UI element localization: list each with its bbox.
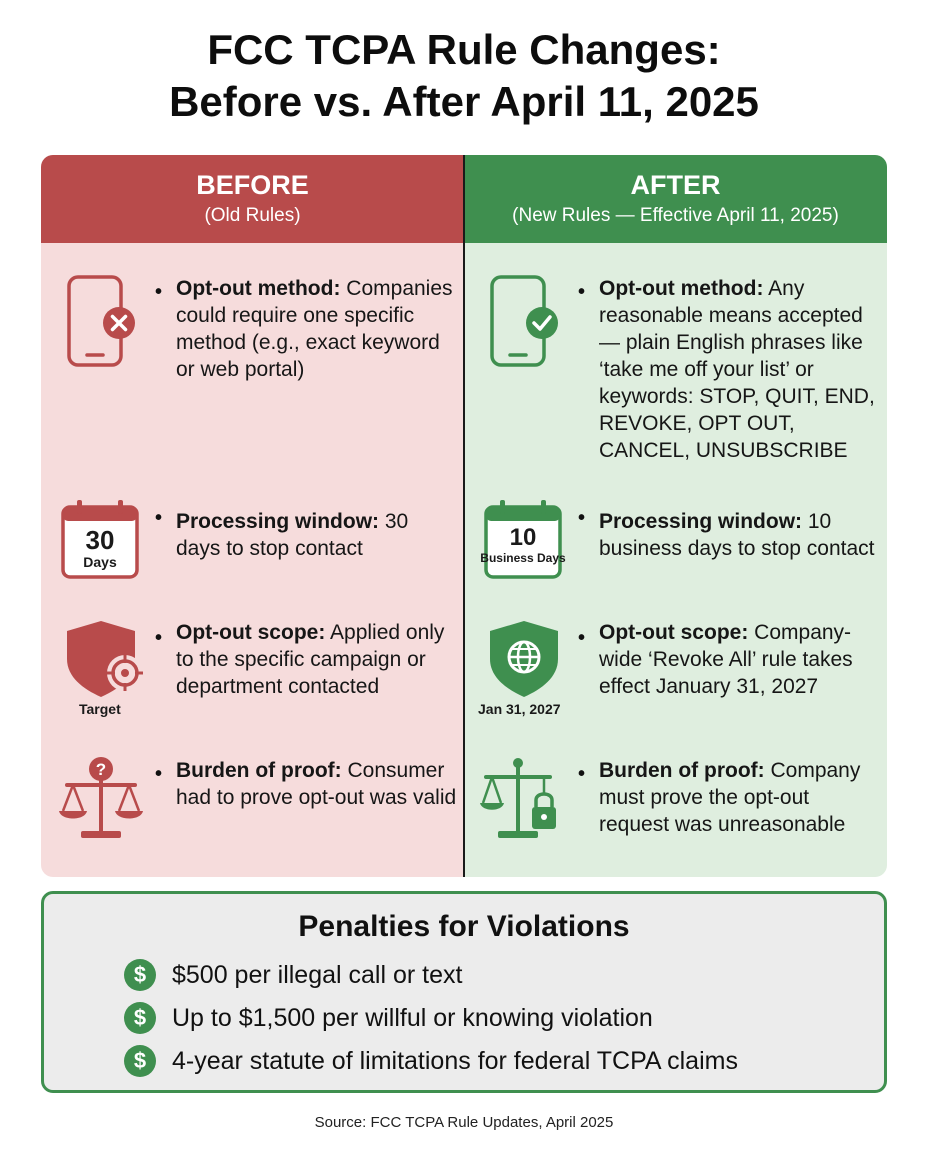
before-opt-out-method-text: Companies could require one specific method (e.g., exact keyword or web portal) [176,277,453,381]
svg-text:?: ? [95,760,107,779]
after-burden-of-proof-label: Burden of proof: [599,759,765,782]
before-header [41,155,464,243]
scales-lock-icon [478,755,574,845]
shield-target-icon [55,619,151,717]
after-opt-out-scope-label: Opt-out scope: [599,621,749,644]
scales-question-icon [55,755,151,845]
penalty-text: 4-year statute of limitations for federal TCPA claims [172,1047,738,1075]
penalties-title: Penalties for Violations [298,910,630,943]
before-calendar-number: 30 [85,525,115,555]
after-heading: AFTER [630,170,721,200]
penalty-text: Up to $1,500 per willful or knowing violation [172,1004,653,1032]
after-calendar-number: 10 [509,524,537,551]
before-subheading: (Old Rules) [204,205,301,226]
calendar-icon [55,499,151,583]
penalty-text: $500 per illegal call or text [172,961,463,989]
after-processing-window-text: 10 business days to stop contact [599,510,875,560]
page-title [0,24,928,128]
after-burden-of-proof-text: Company must prove the opt-out request was unreasonable [599,759,861,836]
before-burden-of-proof-label: Burden of proof: [176,759,342,782]
before-calendar-unit: Days [83,554,117,570]
title-line-1: FCC TCPA Rule Changes: [207,26,721,73]
after-processing-window-label: Processing window: [599,510,803,533]
after-opt-out-method-text: Any reasonable means accepted — plain English phrases like ‘take me off your list’ or keywords: STOP, QUIT, END, REVOKE, OPT OUT, CANCEL, UNSUBSCRIBE [599,277,875,462]
before-processing-window-text: 30 days to stop contact [176,510,409,560]
dollar-icon: $ [124,1002,156,1034]
after-column: AFTER (New Rules — Effective April 11, 2025) • Opt-out method: Any reasonable means accepted — plain English phrases like ‘take me off your list’ or keywords: STOP, QUIT, END, REVOKE, OPT OUT, CANCEL, UNSUBSCRIBE 10 Business Days • Processing window: 10 business days to stop contact Jan 31, 2027 • Opt-out scope: Company-wide ‘Revoke All’ rule takes effect January 31, 2027 • Burden of proof: Company must prove the opt-out request was unreasonable [464,155,887,877]
before-column: BEFORE (Old Rules) • Opt-out method: Companies could require one specific method (e.g., exact keyword or web portal) 30 Days • Processing window: 30 days to stop contact Target • Opt-out scope: Applied only to the specific campaign or department contacted ? • Burden of proof: Consumer had to prove opt-out was valid [41,155,464,877]
source-note: Source: FCC TCPA Rule Updates, April 2025 [314,1114,614,1131]
after-scope-caption: Jan 31, 2027 [478,701,561,717]
after-subheading: (New Rules — Effective April 11, 2025) [512,205,839,226]
before-opt-out-method-label: Opt-out method: [176,277,341,300]
dollar-icon: $ [124,959,156,991]
dollar-icon: $ [124,1045,156,1077]
before-scope-caption: Target [79,701,121,717]
phone-x-icon [55,273,151,373]
after-calendar-unit: Business Days [480,551,566,565]
before-processing-window-label: Processing window: [176,510,380,533]
before-burden-of-proof-text: Consumer had to prove opt-out was valid [176,759,457,809]
penalties-box [41,891,887,1093]
shield-globe-icon [478,619,574,717]
column-divider [463,155,465,877]
title-line-2: Before vs. After April 11, 2025 [169,78,759,125]
before-heading: BEFORE [196,170,309,200]
after-opt-out-method-label: Opt-out method: [599,277,764,300]
calendar-icon [478,499,574,583]
phone-check-icon [478,273,574,373]
after-opt-out-scope-text: Company-wide ‘Revoke All’ rule takes effect January 31, 2027 [599,621,853,698]
before-opt-out-scope-label: Opt-out scope: [176,621,326,644]
comparison-panel [41,155,887,877]
after-header [464,155,887,243]
before-opt-out-scope-text: Applied only to the specific campaign or department contacted [176,621,445,698]
